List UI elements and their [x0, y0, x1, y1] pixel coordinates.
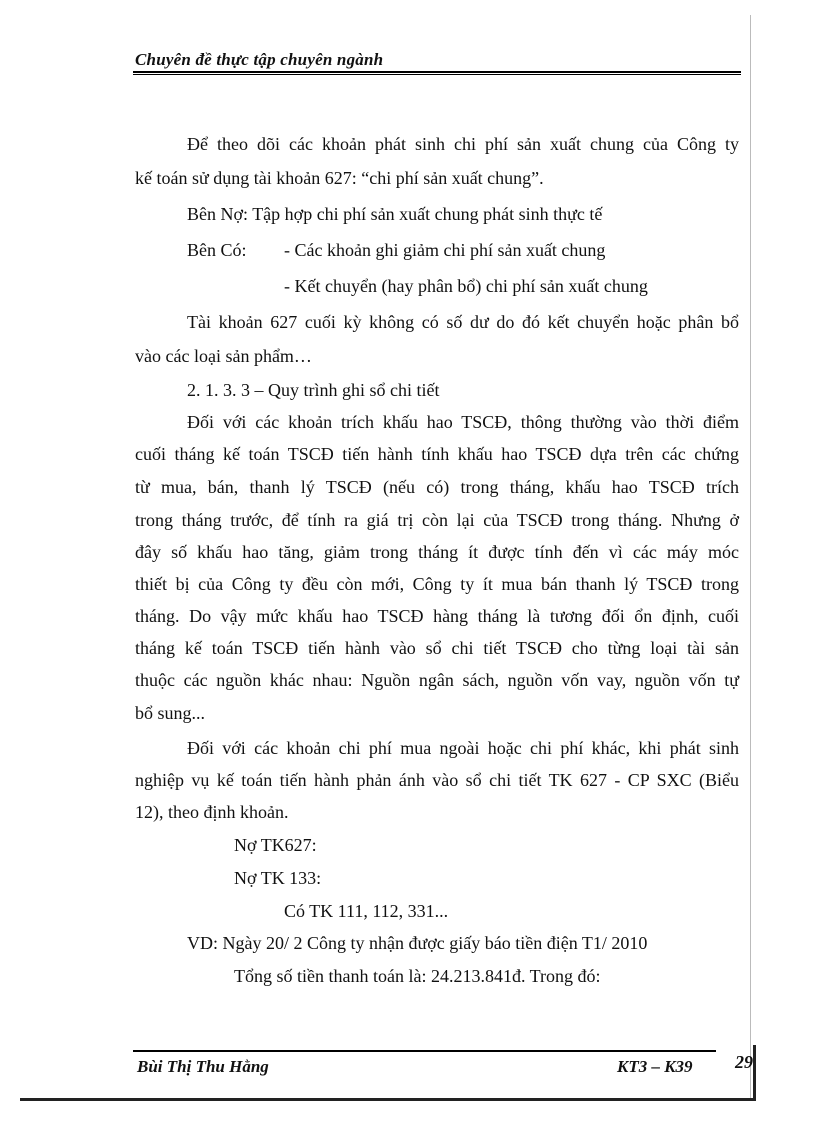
- text-line: kế toán sử dụng tài khoản 627: “chi phí sản xuất chung”.: [135, 168, 544, 188]
- text-line: Bên Nợ: Tập hợp chi phí sản xuất chung phát sinh thực tế: [187, 204, 603, 224]
- text-line: Bên Có:: [187, 240, 247, 260]
- text-line: - Các khoản ghi giảm chi phí sản xuất chung: [284, 240, 606, 260]
- text-line: Để theo dõi các khoản phát sinh chi phí sản xuất chung của Công ty: [187, 134, 739, 154]
- text-line: trong tháng trước, để tính ra giá trị còn lại của TSCĐ trong tháng. Nhưng ở: [135, 510, 739, 530]
- footer-class: KT3 – K39: [617, 1057, 693, 1076]
- text-line: vào các loại sản phẩm…: [135, 346, 312, 366]
- text-line: từ mua, bán, thanh lý TSCĐ (nếu có) trong tháng, khấu hao TSCĐ trích: [135, 477, 739, 497]
- section-heading: 2. 1. 3. 3 – Quy trình ghi sổ chi tiết: [187, 380, 440, 400]
- footer-rule: [133, 1050, 716, 1052]
- text-line: cuối tháng kế toán TSCĐ tiến hành tính khấu hao TSCĐ dựa trên các chứng: [135, 444, 739, 464]
- text-line: VD: Ngày 20/ 2 Công ty nhận được giấy báo tiền điện T1/ 2010: [187, 933, 648, 953]
- header-rule: [133, 71, 741, 73]
- text-line: đây số khấu hao tăng, giảm trong tháng ít được tính đến vì các máy móc: [135, 542, 739, 562]
- text-line: tháng. Do vậy mức khấu hao TSCĐ hàng tháng là tương đối ổn định, cuối: [135, 606, 739, 626]
- text-line: thiết bị của Công ty đều còn mới, Công ty ít mua bán thanh lý TSCĐ trong: [135, 574, 739, 594]
- text-line: nghiệp vụ kế toán tiến hành phản ánh vào sổ chi tiết TK 627 - CP SXC (Biểu: [135, 770, 739, 790]
- header-rule-thin: [133, 74, 741, 75]
- text-line: bổ sung...: [135, 703, 206, 723]
- journal-entry-debit: Nợ TK 133:: [234, 868, 322, 888]
- page-number: 29: [735, 1052, 753, 1072]
- text-line: 12), theo định khoản.: [135, 802, 289, 822]
- footer-author: Bùi Thị Thu Hằng: [137, 1057, 269, 1076]
- text-line: - Kết chuyển (hay phân bổ) chi phí sản xuất chung: [284, 276, 648, 296]
- text-line: Đối với các khoản trích khấu hao TSCĐ, thông thường vào thời điểm: [187, 412, 739, 432]
- text-line: thuộc các nguồn khác nhau: Nguồn ngân sách, nguồn vốn vay, nguồn vốn tự: [135, 670, 739, 690]
- journal-entry-credit: Có TK 111, 112, 331...: [284, 901, 449, 921]
- text-line: tháng kế toán TSCĐ tiến hành vào sổ chi tiết TSCĐ cho từng loại tài sản: [135, 638, 739, 658]
- page-shadow: [753, 1045, 756, 1100]
- journal-entry-debit: Nợ TK627:: [234, 835, 317, 855]
- page-header-title: Chuyên đề thực tập chuyên ngành: [135, 50, 384, 69]
- page-shadow-bottom: [20, 1098, 756, 1101]
- text-line: Tài khoản 627 cuối kỳ không có số dư do đó kết chuyển hoặc phân bổ: [187, 312, 739, 332]
- text-line: Tổng số tiền thanh toán là: 24.213.841đ. Trong đó:: [234, 966, 601, 986]
- page-edge: [750, 15, 751, 1100]
- text-line: Đối với các khoản chi phí mua ngoài hoặc chi phí khác, khi phát sinh: [187, 738, 739, 758]
